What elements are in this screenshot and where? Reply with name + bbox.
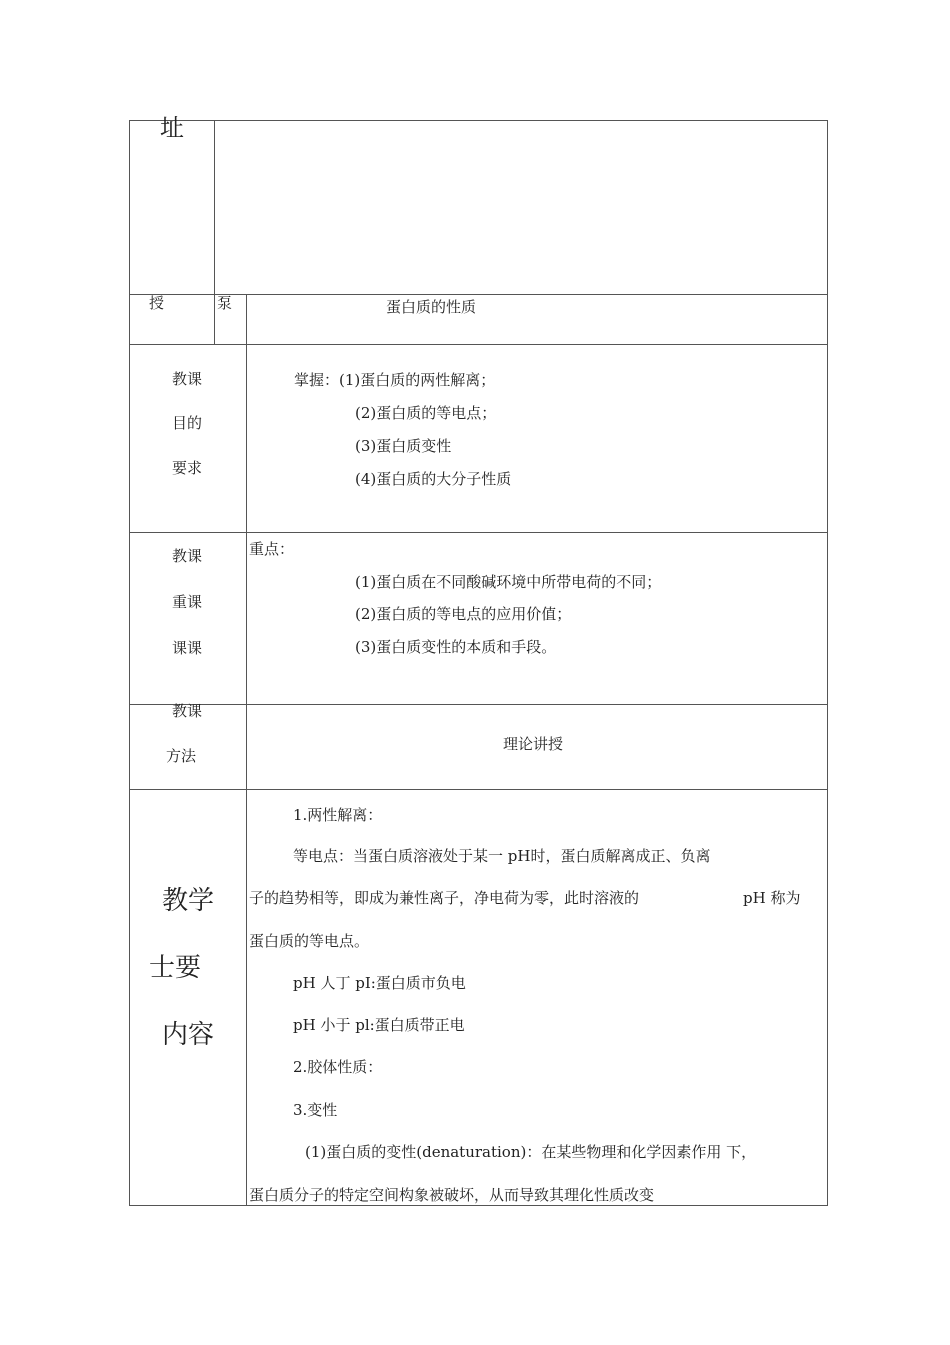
rule — [129, 532, 828, 533]
topic-label-1: 授 — [149, 294, 165, 312]
objectives-line: 掌握：(1)蛋白质的两性解离； — [294, 371, 496, 389]
method-value: 理论讲授 — [503, 735, 564, 753]
rule — [129, 120, 828, 121]
key-points-label: 课课 — [172, 639, 203, 657]
objectives-label: 要求 — [172, 459, 203, 477]
key-points-label: 重课 — [172, 593, 203, 611]
objectives-line: (3)蛋白质变性 — [355, 437, 452, 455]
content-line: 等电点：当蛋白质溶液处于某一 pH时，蛋白质解离成正、负离 — [293, 847, 711, 865]
rule — [129, 1205, 828, 1206]
key-points-line: (2)蛋白质的等电点的应用价值； — [355, 605, 572, 623]
key-points-label: 教课 — [172, 547, 203, 565]
content-label: 士要 — [149, 953, 202, 983]
objectives-label: 教课 — [172, 370, 203, 388]
method-label: 方法 — [166, 747, 197, 765]
content-line: 蛋白质的等电点。 — [249, 932, 370, 950]
rule — [214, 120, 215, 345]
content-line: (1)蛋白质的变性(denaturation)：在某些物理和化学因素作用 下， — [305, 1143, 757, 1161]
rule — [129, 294, 828, 295]
topic-label-2: 泵 — [217, 294, 233, 312]
topic-value: 蛋白质的性质 — [386, 298, 477, 316]
content-line: pH 人丁 pI:蛋白质市负电 — [293, 974, 466, 992]
address-label: 址 — [160, 114, 184, 142]
objectives-line: (4)蛋白质的大分子性质 — [355, 470, 512, 488]
rule — [129, 344, 828, 345]
content-line: 2.胶体性质： — [293, 1058, 383, 1076]
key-points-line: (3)蛋白质变性的本质和手段。 — [355, 638, 557, 656]
content-line: pH 小于 pl:蛋白质带正电 — [293, 1016, 465, 1034]
content-label: 教学 — [162, 886, 215, 916]
rule — [827, 120, 828, 1206]
content-line: 蛋白质分子的特定空间构象被破坏，从而导致其理化性质改变 — [249, 1186, 655, 1204]
key-points-line: (1)蛋白质在不同酸碱环境中所带电荷的不同； — [355, 573, 662, 591]
method-label: 教课 — [172, 702, 203, 720]
rule — [246, 294, 247, 1206]
content-line: 3.变性 — [293, 1101, 338, 1119]
key-points-heading: 重点： — [249, 540, 295, 558]
content-label: 内容 — [162, 1020, 215, 1050]
rule — [129, 789, 828, 790]
objectives-line: (2)蛋白质的等电点； — [355, 404, 497, 422]
rule — [129, 704, 828, 705]
content-line: 1.两性解离： — [293, 806, 383, 824]
rule — [129, 120, 130, 1206]
content-line: 子的趋势相等，即成为兼性离子，净电荷为零，此时溶液的 — [249, 889, 640, 907]
content-line: pH 称为 — [743, 889, 801, 907]
objectives-label: 目的 — [172, 414, 203, 432]
